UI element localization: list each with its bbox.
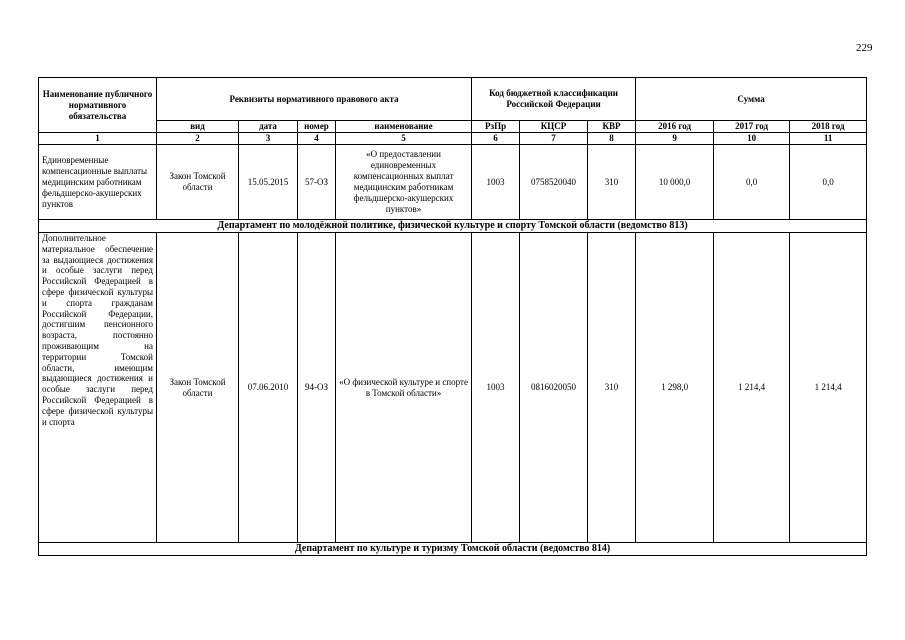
- budget-obligations-table: [38, 77, 867, 556]
- table-row: [39, 233, 867, 543]
- act-number: 94-ОЗ: [298, 233, 336, 543]
- header-2017: 2017 год: [714, 121, 790, 133]
- column-number: 5: [336, 133, 472, 145]
- column-number: 3: [239, 133, 298, 145]
- header-kvr: КВР: [588, 121, 636, 133]
- column-number: 11: [790, 133, 867, 145]
- header-2016: 2016 год: [636, 121, 714, 133]
- act-date: 15.05.2015: [239, 145, 298, 220]
- table-row: [39, 145, 867, 220]
- header-row-main: [39, 78, 867, 121]
- amount-2016: 1 298,0: [636, 233, 714, 543]
- amount-2016: 10 000,0: [636, 145, 714, 220]
- header-type: вид: [157, 121, 239, 133]
- column-number: 4: [298, 133, 336, 145]
- amount-2017: 0,0: [714, 145, 790, 220]
- header-requisites: Реквизиты нормативного правового акта: [157, 78, 472, 121]
- act-type: Закон Томской области: [157, 145, 239, 220]
- obligation-name: Единовременные компенсационные выплаты медицинским работникам фельдшерско-акушерских пунктов: [39, 145, 157, 220]
- act-name: «О предоставлении единовременных компенсационных выплат медицинским работникам фельдшерско-акушерских пунктов»: [336, 145, 472, 220]
- column-number: 9: [636, 133, 714, 145]
- department-title: Департамент по молодёжной политике, физической культуре и спорту Томской области (ведомство 813): [39, 220, 867, 233]
- column-number: 2: [157, 133, 239, 145]
- rzpr-code: 1003: [472, 233, 520, 543]
- header-budget-code: Код бюджетной классификации Российской Федерации: [472, 78, 636, 121]
- header-name: наименование: [336, 121, 472, 133]
- department-row: [39, 220, 867, 233]
- amount-2018: 1 214,4: [790, 233, 867, 543]
- obligation-name: Дополнительное материальное обеспечение за выдающиеся достижения и особые заслуги перед Российской Федерацией в сфере физической культуры и спорта гражданам Российской Федерации, достигшим пенсионного возраста, постоянно проживающим на территории Томской области, имеющим выдающиеся достижения и особые заслуги перед Российской Федерацией в сфере физической культуры и спорта: [39, 233, 157, 543]
- column-number: 10: [714, 133, 790, 145]
- act-type: Закон Томской области: [157, 233, 239, 543]
- header-number: номер: [298, 121, 336, 133]
- header-2018: 2018 год: [790, 121, 867, 133]
- column-number: 1: [39, 133, 157, 145]
- act-date: 07.06.2010: [239, 233, 298, 543]
- kcsr-code: 0758520040: [520, 145, 588, 220]
- page-number: 229: [856, 42, 873, 54]
- header-date: дата: [239, 121, 298, 133]
- header-kcsr: КЦСР: [520, 121, 588, 133]
- department-row: [39, 543, 867, 556]
- column-number-row: [39, 133, 867, 145]
- rzpr-code: 1003: [472, 145, 520, 220]
- amount-2017: 1 214,4: [714, 233, 790, 543]
- header-row-sub: [39, 121, 867, 133]
- header-rzpr: РзПр: [472, 121, 520, 133]
- act-name: «О физической культуре и спорте в Томской области»: [336, 233, 472, 543]
- department-title: Департамент по культуре и туризму Томской области (ведомство 814): [39, 543, 867, 556]
- kvr-code: 310: [588, 145, 636, 220]
- kvr-code: 310: [588, 233, 636, 543]
- amount-2018: 0,0: [790, 145, 867, 220]
- header-obligation: Наименование публичного нормативного обязательства: [39, 78, 157, 133]
- kcsr-code: 0816020050: [520, 233, 588, 543]
- column-number: 8: [588, 133, 636, 145]
- act-number: 57-ОЗ: [298, 145, 336, 220]
- header-amount: Сумма: [636, 78, 867, 121]
- column-number: 6: [472, 133, 520, 145]
- column-number: 7: [520, 133, 588, 145]
